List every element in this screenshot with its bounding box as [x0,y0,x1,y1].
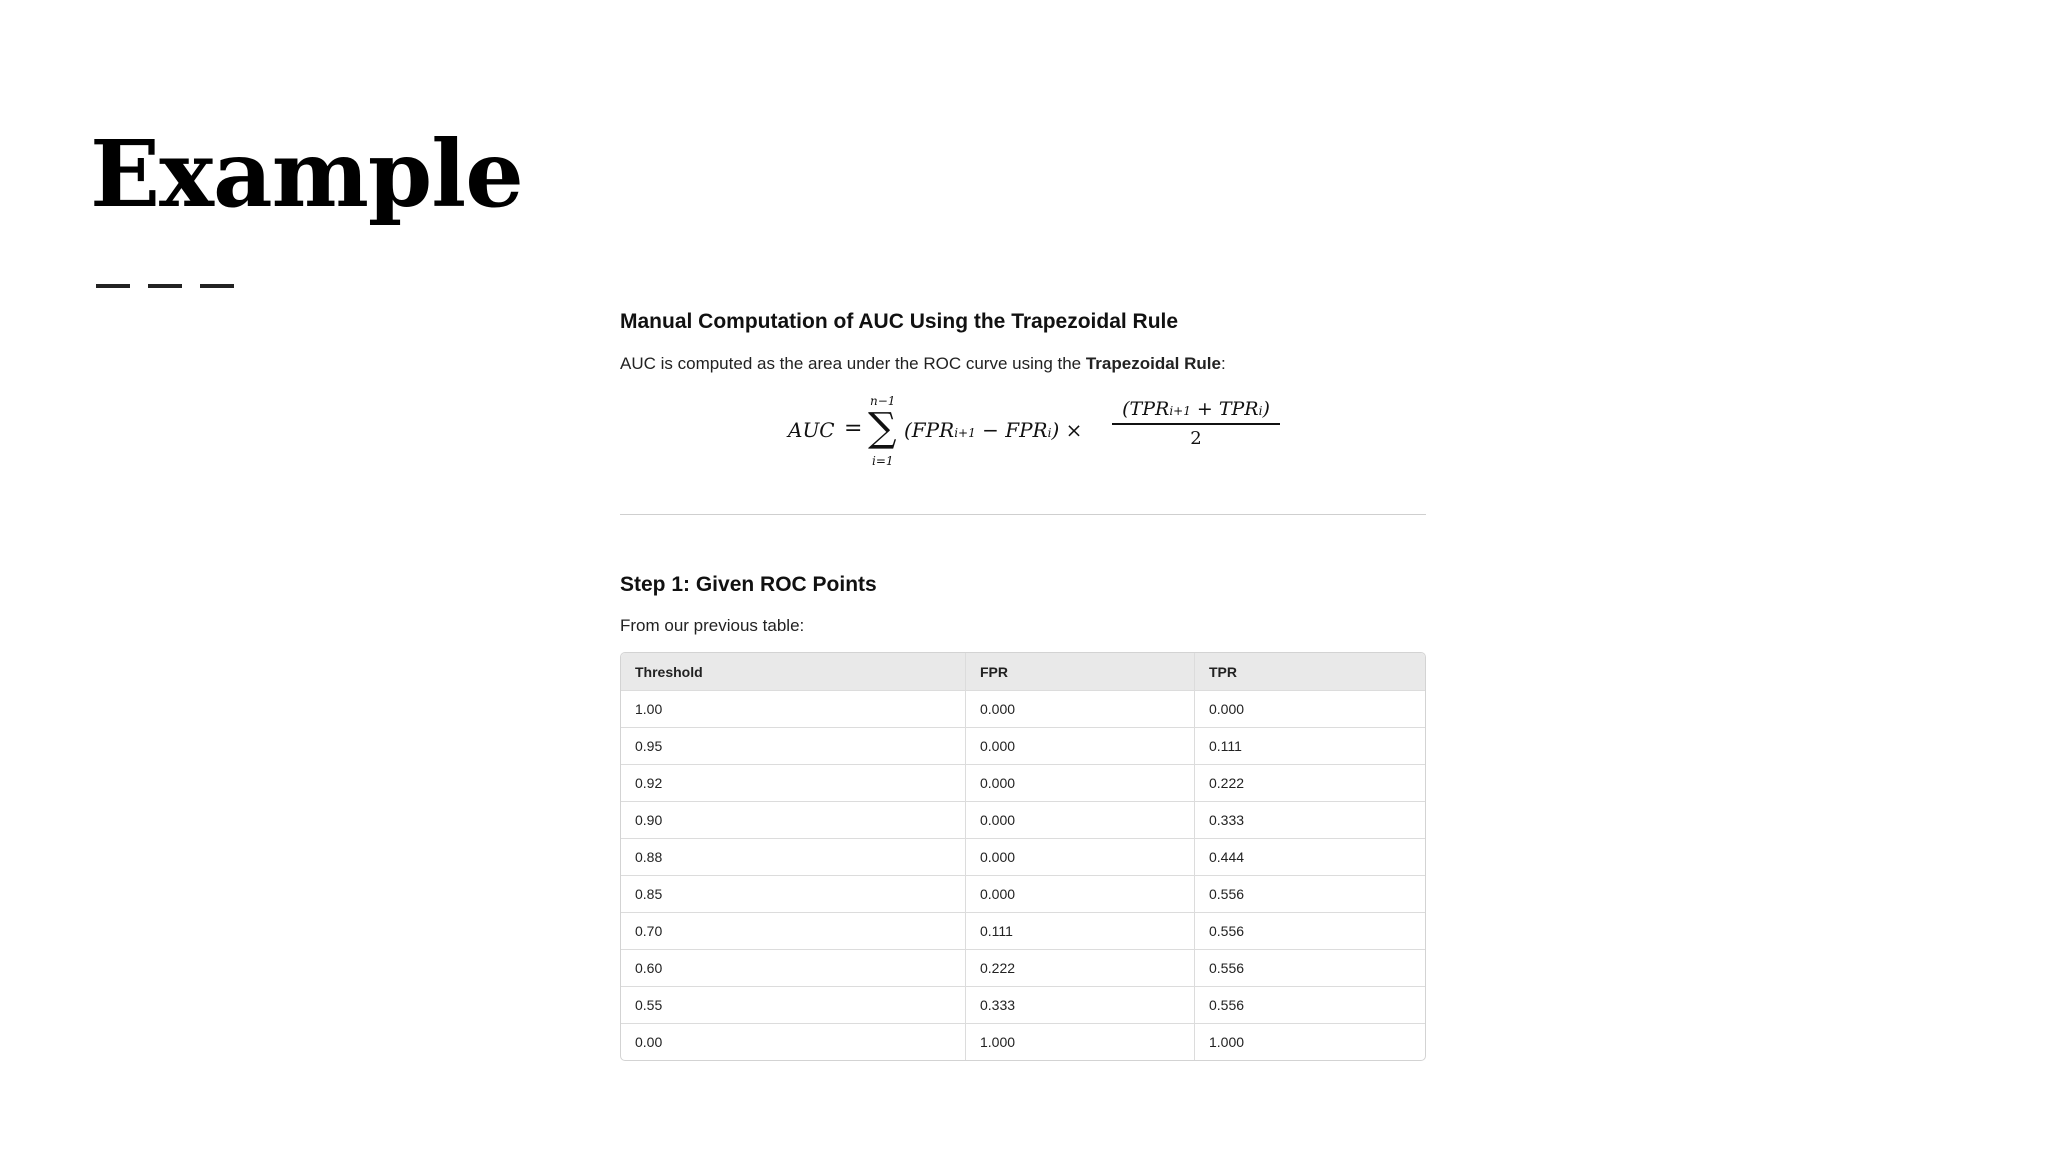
header-fpr: FPR [965,653,1194,691]
underline-dash [200,284,234,288]
cell-tpr: 0.556 [1194,913,1425,950]
cell-fpr: 0.000 [965,802,1194,839]
cell-fpr: 0.000 [965,765,1194,802]
cell-threshold: 0.60 [621,950,965,987]
cell-tpr: 0.333 [1194,802,1425,839]
cell-threshold: 0.85 [621,876,965,913]
fraction-numerator: (TPRi+1 + TPRi) [1122,398,1270,420]
underline-dash [96,284,130,288]
cell-tpr: 0.111 [1194,728,1425,765]
table-row [621,839,1425,876]
title-underline [96,284,234,288]
table-row [621,691,1425,728]
cell-fpr: 0.000 [965,691,1194,728]
cell-threshold: 0.00 [635,1034,663,1050]
sum-symbol: ∑ [868,405,897,451]
table-row [621,1024,1425,1060]
cell-tpr: 0.222 [1194,765,1425,802]
formula-equals: = [844,416,863,441]
cell-fpr: 0.000 [965,876,1194,913]
cell-threshold: 0.55 [621,987,965,1024]
formula-fpr-term: (FPRi+1 − FPRi) × [904,418,1083,442]
table-row [621,913,1425,950]
cell-threshold: 1.00 [621,691,965,728]
cell-fpr: 0.222 [965,950,1194,987]
section-intro-roc-points: From our previous table: [620,616,805,635]
cell-fpr: 0.111 [965,913,1194,950]
cell-tpr: 0.556 [1194,950,1425,987]
cell-tpr: 0.444 [1194,839,1425,876]
table-row [621,950,1425,987]
cell-fpr: 0.333 [965,987,1194,1024]
header-tpr: TPR [1194,653,1425,691]
cell-fpr: 1.000 [965,1024,1194,1060]
table-row [621,802,1425,839]
table-header-row [621,653,1425,691]
cell-tpr: 0.556 [1194,876,1425,913]
cell-threshold: 0.92 [621,765,965,802]
section-heading-roc-points: Step 1: Given ROC Points [620,573,877,596]
auc-formula [788,394,1270,472]
fraction-bar [1112,423,1280,425]
cell-threshold: 0.90 [621,802,965,839]
section-divider [620,514,1426,515]
cell-fpr: 0.000 [965,839,1194,876]
formula-lhs: AUC [788,418,835,442]
table-row [621,876,1425,913]
underline-dash [148,284,182,288]
roc-points-table [620,652,1426,1061]
sum-lower-limit: i=1 [872,454,894,468]
fraction-denominator: 2 [1190,427,1202,449]
table-row [621,728,1425,765]
section-heading-auc: Manual Computation of AUC Using the Trapezoidal Rule [620,310,1179,333]
cell-threshold: 0.70 [621,913,965,950]
section-intro-auc: AUC is computed as the area under the ROC curve using the Trapezoidal Rule: [620,354,1226,373]
cell-tpr: 0.556 [1194,987,1425,1024]
cell-tpr: 1.000 [1194,1024,1425,1060]
formula-fraction [1112,394,1280,449]
slide-title: Example [90,120,523,228]
cell-fpr: 0.000 [965,728,1194,765]
header-threshold: Threshold [621,653,965,691]
table-row [621,987,1425,1024]
cell-threshold: 0.88 [621,839,965,876]
cell-threshold: 0.95 [621,728,965,765]
sum-upper-limit: n−1 [870,394,896,408]
table-row [621,765,1425,802]
cell-tpr: 0.000 [1194,691,1425,728]
